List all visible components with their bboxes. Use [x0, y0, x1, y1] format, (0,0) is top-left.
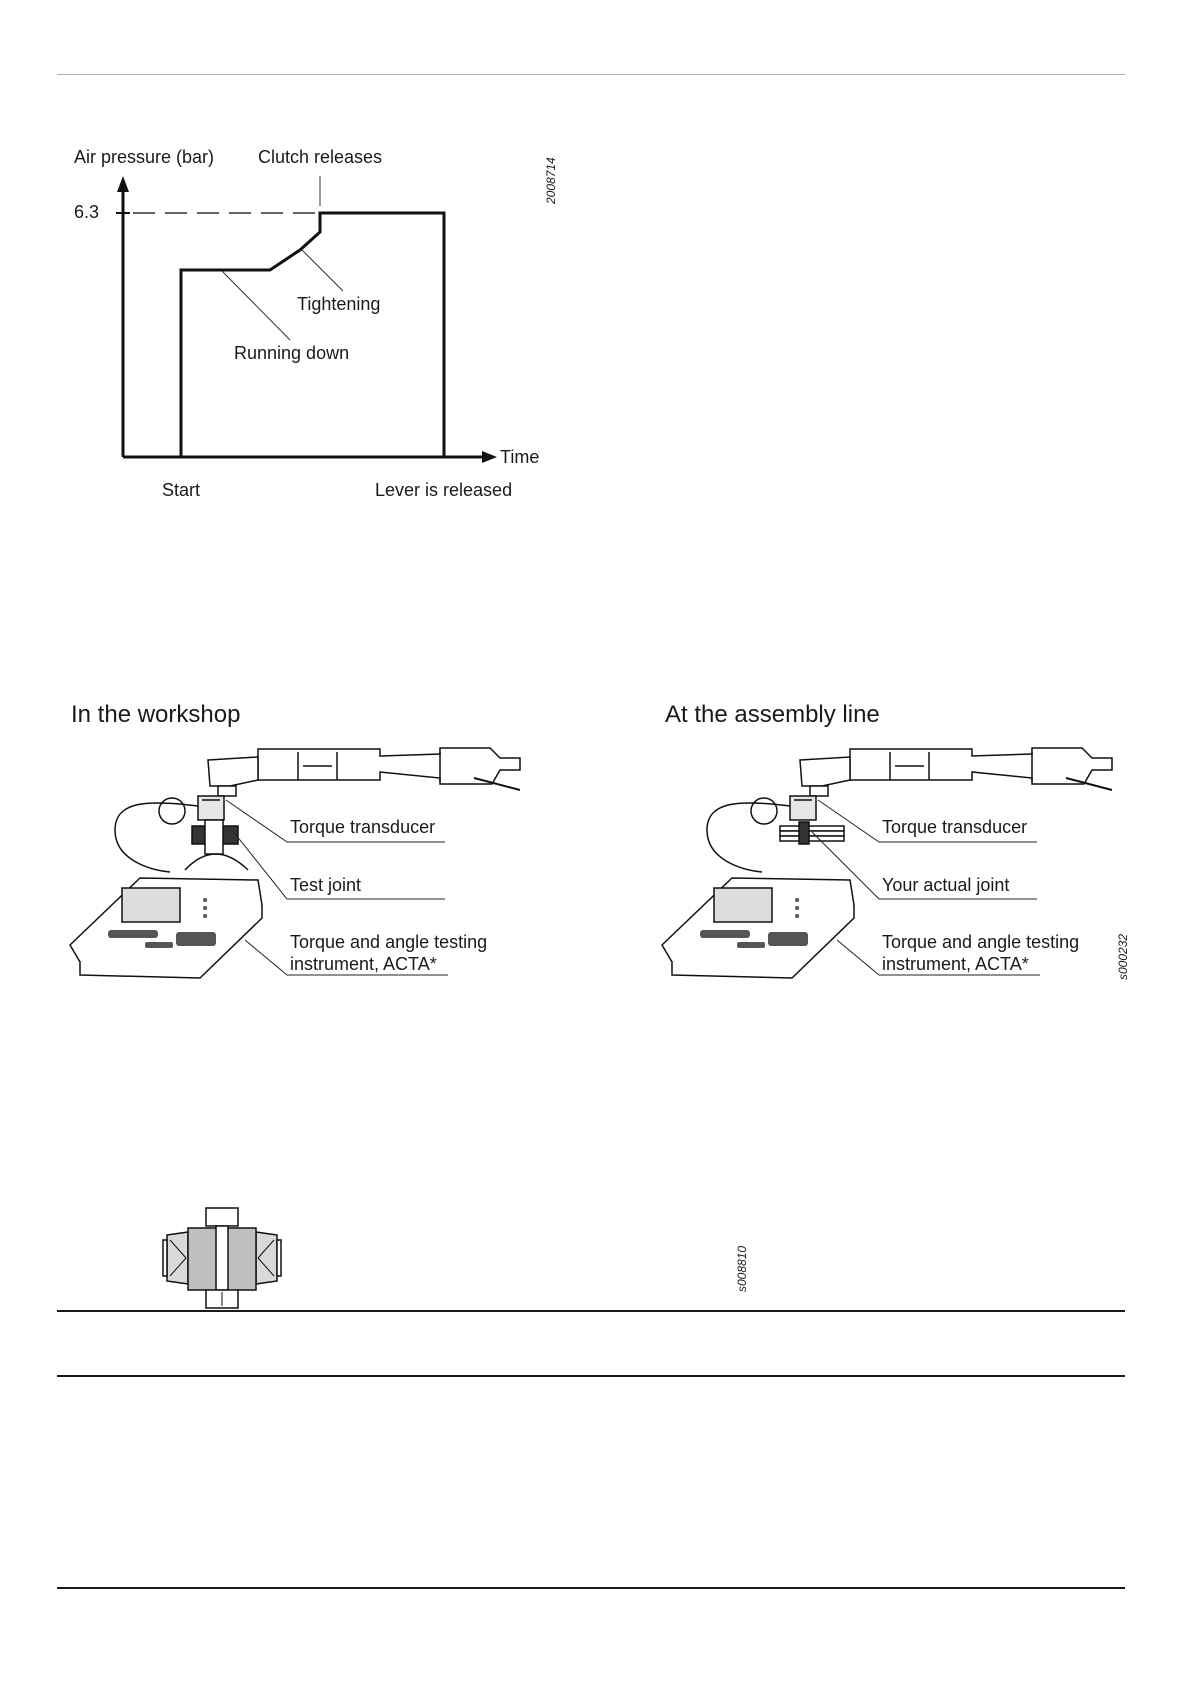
y-tick-label: 6.3 [74, 202, 100, 222]
y-axis-label: Air pressure (bar) [74, 147, 215, 167]
workshop-transducer-label: Torque transducer [290, 817, 436, 837]
workshop-instrument-label-2: instrument, ACTA* [290, 954, 437, 974]
clutch-label: Clutch releases [258, 147, 383, 167]
workshop-instrument-label-1: Torque and angle testing [290, 932, 488, 952]
workshop-heading: In the workshop [71, 701, 241, 728]
assembly-instrument-label-1: Torque and angle testing [882, 932, 1080, 952]
workshop-joint-label: Test joint [290, 875, 362, 895]
x-axis-label: Time [500, 447, 540, 467]
tightening-label: Tightening [297, 294, 381, 314]
test-joint-figure-code: s008810 [735, 1245, 749, 1292]
running-down-label: Running down [234, 343, 350, 363]
chart-figure-code: 2008714 [544, 157, 558, 204]
assembly-figure-code: s000232 [1116, 933, 1130, 980]
table-rule-bottom [57, 1587, 1125, 1589]
start-label: Start [162, 480, 201, 500]
table-rule-top [57, 1310, 1125, 1312]
table-rule-middle [57, 1375, 1125, 1377]
assembly-instrument-label-2: instrument, ACTA* [882, 954, 1029, 974]
assembly-transducer-label: Torque transducer [882, 817, 1028, 837]
assembly-heading: At the assembly line [665, 701, 880, 728]
assembly-joint-label: Your actual joint [882, 875, 1010, 895]
lever-released-label: Lever is released [375, 480, 513, 500]
